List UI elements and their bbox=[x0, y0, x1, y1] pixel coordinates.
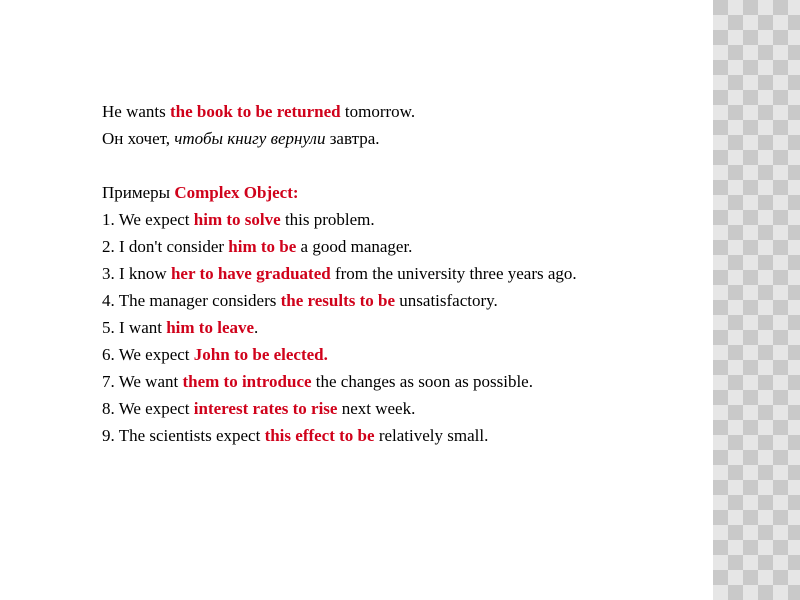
intro-ru-italic: чтобы книгу вернули bbox=[174, 129, 326, 148]
example-before: 3. I know bbox=[102, 264, 171, 283]
example-after: from the university three years ago. bbox=[330, 264, 577, 283]
example-item bbox=[102, 368, 742, 395]
slide-content bbox=[102, 98, 742, 449]
example-item bbox=[102, 233, 742, 260]
example-item bbox=[102, 422, 742, 449]
example-after: relatively small. bbox=[374, 426, 489, 445]
example-after: a good manager. bbox=[296, 237, 413, 256]
example-before: 6. We expect bbox=[102, 345, 194, 364]
example-item bbox=[102, 341, 742, 368]
example-before: 2. I don't consider bbox=[102, 237, 229, 256]
examples-heading-prefix: Примеры bbox=[102, 183, 175, 202]
example-after: this problem. bbox=[280, 210, 375, 229]
example-item bbox=[102, 395, 742, 422]
example-before: 8. We expect bbox=[102, 399, 194, 418]
examples-heading-highlight: Complex Object: bbox=[174, 183, 299, 202]
example-item bbox=[102, 260, 742, 287]
intro-ru-before: Он хочет, bbox=[102, 129, 175, 148]
example-highlight: interest rates to rise bbox=[193, 399, 338, 418]
example-before: 1. We expect bbox=[102, 210, 194, 229]
intro-en-highlight: the book to be returned bbox=[169, 102, 341, 121]
example-highlight: this effect to be bbox=[264, 426, 375, 445]
example-before: 9. The scientists expect bbox=[102, 426, 265, 445]
example-item bbox=[102, 287, 742, 314]
example-item bbox=[102, 314, 742, 341]
example-before: 4. The manager considers bbox=[102, 291, 281, 310]
intro-english-sentence bbox=[102, 98, 742, 125]
example-after: next week. bbox=[337, 399, 416, 418]
example-after: unsatisfactory. bbox=[395, 291, 498, 310]
example-item bbox=[102, 206, 742, 233]
examples-heading bbox=[102, 179, 742, 206]
example-highlight: John to be elected bbox=[193, 345, 324, 364]
example-highlight: them to introduce bbox=[182, 372, 312, 391]
example-after: . bbox=[254, 318, 259, 337]
example-highlight: the results to be bbox=[280, 291, 396, 310]
decorative-side-pattern bbox=[713, 0, 800, 600]
intro-russian-sentence bbox=[102, 125, 742, 152]
example-highlight: her to have graduated bbox=[170, 264, 331, 283]
intro-ru-after: завтра. bbox=[325, 129, 380, 148]
example-before: 5. I want bbox=[102, 318, 167, 337]
example-before: 7. We want bbox=[102, 372, 183, 391]
spacer bbox=[102, 152, 742, 179]
intro-en-before: He wants bbox=[102, 102, 170, 121]
example-after: . bbox=[323, 345, 328, 364]
example-after: the changes as soon as possible. bbox=[311, 372, 533, 391]
example-highlight: him to leave bbox=[166, 318, 255, 337]
intro-en-after: tomorrow. bbox=[340, 102, 416, 121]
example-highlight: him to be bbox=[228, 237, 297, 256]
example-highlight: him to solve bbox=[193, 210, 281, 229]
